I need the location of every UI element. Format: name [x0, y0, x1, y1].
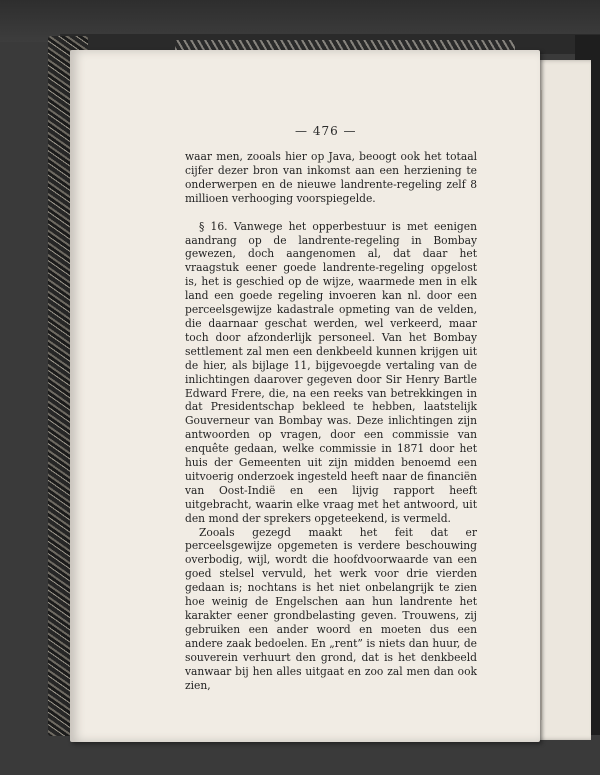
- paragraph-zooals-gezegd: Zooals gezegd maakt het feit dat er perceelsgewijze opgemeten is verdere beschouwing overbodig, wijl, wordt die hoofdvoorwaarde van een goed stelsel vervuld, het werk voor drie vierden gedaan is; nochtans is het niet onbelangrijk te zien hoe weinig de Engelschen aan hun landrente het karakter eener grondbelasting geven. Trouwens, zij gebruiken een ander woord en moeten dus een andere zaak bedoelen. En „rent” is niets dan huur, de souverein verhuurt den grond, dat is het denkbeeld vanwaar bij hen alles uitgaat en zoo zal men dan ook zien,: [185, 525, 477, 692]
- paragraph-section-16: § 16. Vanwege het opperbestuur is met eenigen aandrang op de landrente-regeling in Bombay gewezen, doch aangenomen al, dat daar het vraagstuk eener goede landrente-regeling opgelost is, het is geschied op de wijze, waarmede men in elk land een goede regeling invoeren kan nl. door een perceelsgewijze kadastrale opmeting van de velden, die daarnaar geschat werden, wel verkeerd, maar toch door afzonderlijk personeel. Van het Bombay settlement zal men een denkbeeld kunnen krijgen uit de hier, als bijlage 11, bijgevoegde vertaling van de inlichtingen daarover gegeven door Sir Henry Bartle Edward Frere, die, na een reeks van betrekkingen in dat Presidentschap bekleed te hebben, laatstelijk Gouverneur van Bombay was. Deze inlichtingen zijn antwoorden op vragen, door een commissie van enquête gedaan, welke commissie in 1871 door het huis der Gemeenten uit zijn midden benoemd een uitvoerig onderzoek ingesteld heeft naar de financiën van Oost-Indië en een lijvig rapport heeft uitgebracht, waarin elke vraag met het antwoord, uit den mond der sprekers opgeteekend, is vermeld.: [185, 219, 477, 525]
- paragraph-continuation: waar men, zooals hier op Java, beoogt ook het totaal cijfer dezer bron van inkomst aan een herziening te onderwerpen en de nieuwe landrente-regeling zelf 8 millioen verhooging voorspiegelde.: [185, 150, 477, 205]
- page-text: [185, 150, 477, 692]
- backdrop-bottom: [0, 742, 600, 775]
- facing-pages-edge: [536, 60, 591, 740]
- page-number: — 476 —: [295, 124, 357, 138]
- cover-pattern: [175, 40, 515, 50]
